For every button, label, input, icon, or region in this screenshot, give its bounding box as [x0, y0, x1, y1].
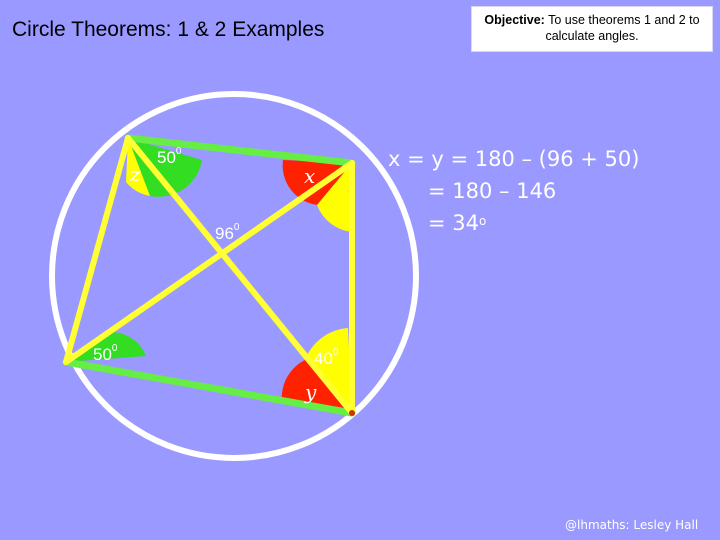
variable-z: z	[130, 162, 141, 186]
angle-label-bottom-right: $40^0$	[314, 347, 339, 368]
working-line-1: x = y = 180 – (96 + 50)	[388, 147, 640, 171]
objective-text: To use theorems 1 and 2 to calculate angles.	[544, 13, 700, 43]
variable-x: x	[304, 164, 316, 188]
working-line-3: = $34^o$	[428, 211, 487, 235]
angle-label-top-left: $50^0$	[157, 146, 182, 167]
vertex-dot-bottom-right	[349, 410, 355, 416]
author-credit: @lhmaths: Lesley Hall	[565, 518, 699, 532]
working-text	[388, 143, 639, 239]
angle-label-bottom-left: $50^0$	[93, 343, 118, 364]
slide-title: Circle Theorems: 1 & 2 Examples	[12, 18, 325, 41]
angle-label-center: $96^0$	[215, 222, 240, 243]
diagonal-b	[66, 163, 352, 362]
objective-label: Objective:	[484, 13, 545, 27]
variable-y: y	[305, 380, 317, 404]
working-line-2: = 180 – 146	[428, 179, 557, 203]
